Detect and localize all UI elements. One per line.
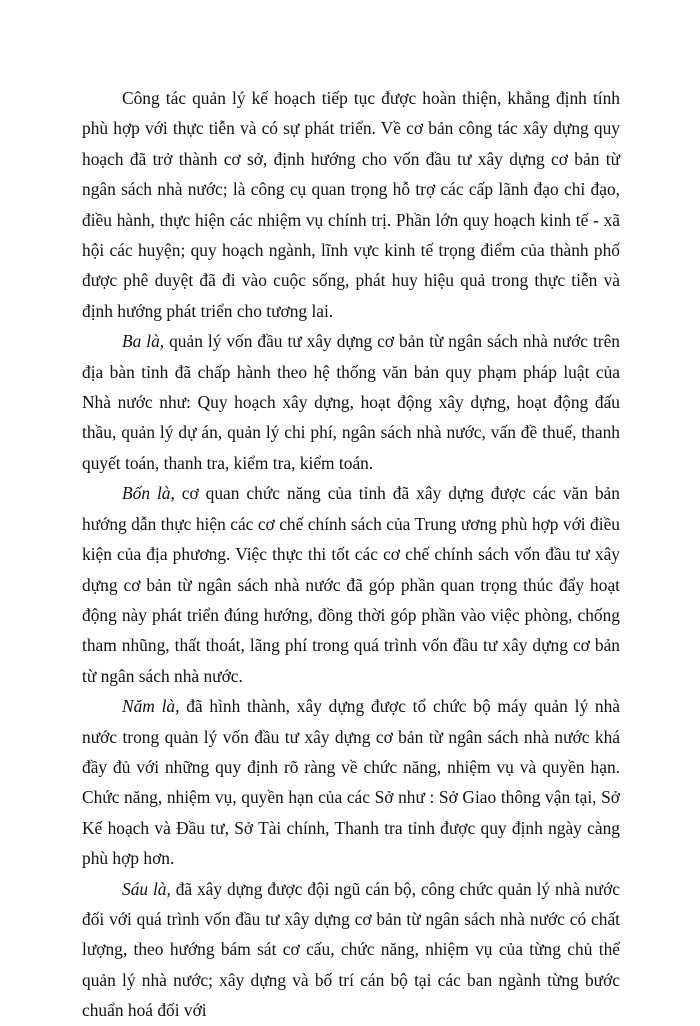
paragraph-lead: Ba là,: [122, 331, 165, 352]
paragraph-nam-la: [82, 691, 620, 873]
paragraph-lead: Bốn là,: [122, 483, 175, 504]
paragraph-text: cơ quan chức năng của tỉnh đã xây dựng được các văn bản hướng dẫn thực hiện các cơ chế chính sách của Trung ương phù hợp với điều kiện của địa phương. Việc thực thi tốt các cơ chế chính sách vốn đầu tư xây dựng cơ bản từ ngân sách nhà nước đã góp phần quan trọng thúc đẩy hoạt động này phát triển đúng hướng, đồng thời góp phần vào việc phòng, chống tham nhũng, thất thoát, lãng phí trong quá trình vốn đầu tư xây dựng cơ bản từ ngân sách nhà nước.: [82, 483, 620, 686]
paragraph-lead: Sáu là,: [122, 878, 171, 899]
paragraph-bon-la: [82, 478, 620, 691]
paragraph-text: Công tác quản lý kế hoạch tiếp tục được hoàn thiện, khẳng định tính phù hợp với thực tiễn và có sự phát triển. Về cơ bản công tác xây dựng quy hoạch đã trở thành cơ sở, định hướng cho vốn đầu tư xây dựng cơ bản từ ngân sách nhà nước; là công cụ quan trọng hỗ trợ các cấp lãnh đạo chỉ đạo, điều hành, thực hiện các nhiệm vụ chính trị. Phần lớn quy hoạch kinh tế - xã hội các huyện; quy hoạch ngành, lĩnh vực kinh tế trọng điểm của thành phố được phê duyệt đã đi vào cuộc sống, phát huy hiệu quả trong thực tiễn và định hướng phát triển cho tương lai.: [82, 88, 620, 321]
paragraph-ba-la: [82, 326, 620, 478]
paragraph-lead: Năm là,: [122, 696, 180, 717]
paragraph-text: quản lý vốn đầu tư xây dựng cơ bản từ ngân sách nhà nước trên địa bàn tỉnh đã chấp hành theo hệ thống văn bản quy phạm pháp luật của Nhà nước như: Quy hoạch xây dựng, hoạt động xây dựng, hoạt động đấu thầu, quản lý dự án, quản lý chi phí, ngân sách nhà nước, vấn đề thuế, thanh quyết toán, thanh tra, kiểm tra, kiểm toán.: [82, 331, 620, 473]
paragraph-ke-hoach: [82, 83, 620, 326]
paragraph-text: đã hình thành, xây dựng được tổ chức bộ máy quản lý nhà nước trong quản lý vốn đầu tư xây dựng cơ bản từ ngân sách nhà nước khá đầy đủ với những quy định rõ ràng về chức năng, nhiệm vụ và quyền hạn. Chức năng, nhiệm vụ, quyền hạn của các Sở như : Sở Giao thông vận tại, Sở Kế hoạch và Đầu tư, Sở Tài chính, Thanh tra tỉnh được quy định ngày càng phù hợp hơn.: [82, 696, 621, 869]
paragraph-text: đã xây dựng được đội ngũ cán bộ, công chức quản lý nhà nước đối với quá trình vốn đầu tư xây dựng cơ bản từ ngân sách nhà nước có chất lượng, theo hướng bám sát cơ cấu, chức năng, nhiệm vụ của từng chủ thể quản lý nhà nước; xây dựng và bố trí cán bộ tại các ban ngành từng bước chuẩn hoá đối với: [82, 878, 620, 1021]
paragraph-sau-la: [82, 874, 620, 1026]
